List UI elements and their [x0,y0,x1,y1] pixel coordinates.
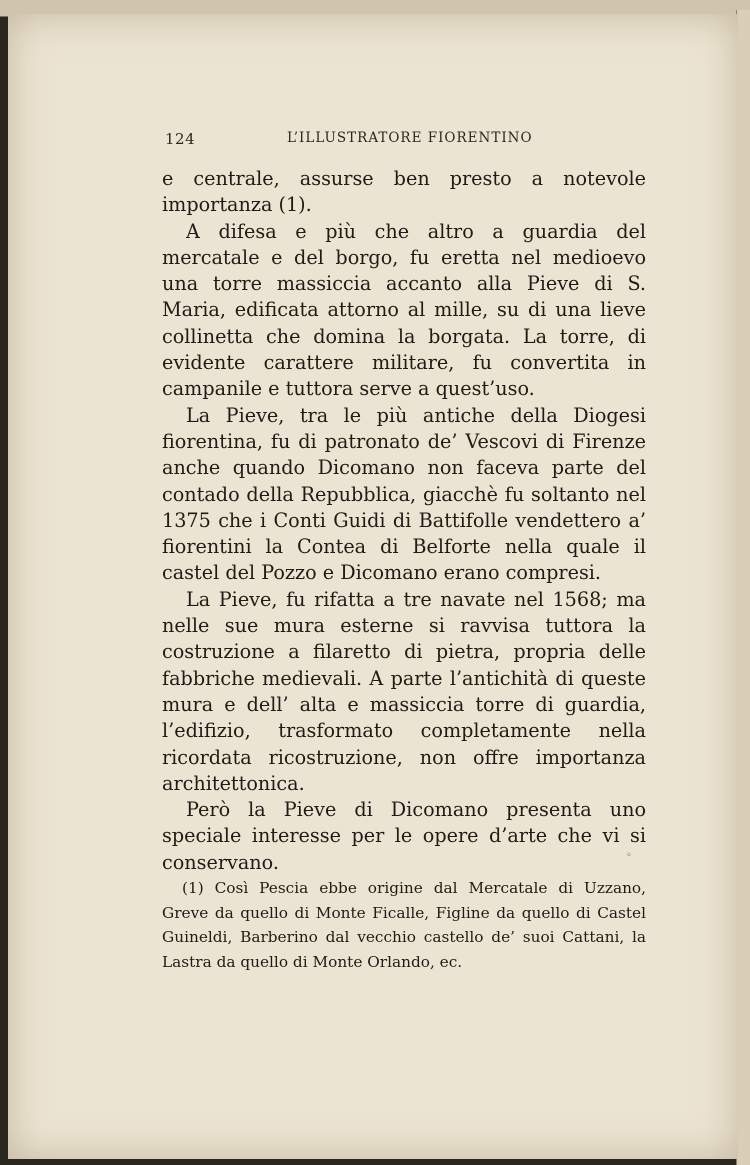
paragraph: La Pieve, tra le più antiche della Diogesi fiorentina, fu di patronato de’ Vescovi di Firenze anche quando Dicomano non faceva parte del contado della Repubblica, giacchè fu soltanto nel 1375 che i Conti Guidi di Battifolle vendettero a’ fiorentini la Contea di Belforte nella quale il castel del Pozzo e Dicomano erano compresi. [162,403,646,585]
page-number: 124 [165,130,196,148]
page-right-edge [736,10,750,1165]
paragraph: Però la Pieve di Dicomano presenta uno speciale interesse per le opere d’arte che vi si conservano. [162,798,646,874]
paragraph: La Pieve, fu rifatta a tre navate nel 1568; ma nelle sue mura esterne si ravvisa tuttora la costruzione a filaretto di pietra, propria delle fabbriche medievali. A parte l’antichità di queste mura e dell’ alta e massiccia torre di guardia, l’edifizio, trasformato completamente nella ricordata ricostruzione, non offre importanza architettonica. [162,587,646,795]
body-text [162,166,646,876]
paragraph: e centrale, assurse ben presto a notevole importanza (1). [162,167,646,217]
footnote: (1) Così Pescia ebbe origine dal Mercatale di Uzzano, Greve da quello di Monte Ficalle, Figline da quello di Castel Guineldi, Barberino dal vecchio castello de’ suoi Cattani, la Lastra da quello di Monte Orlando, ec. [162,879,646,971]
paragraph: A difesa e più che altro a guardia del mercatale e del borgo, fu eretta nel medioevo una torre massiccia accanto alla Pieve di S. Maria, edificata attorno al mille, su di una lieve collinetta che domina la borgata. La torre, di evidente carattere militare, fu convertita in campanile e tuttora serve a quest’uso. [162,219,646,401]
running-head [165,130,645,154]
header-title: L’ILLUSTRATORE FIORENTINO [287,130,533,146]
ink-mark: ◦ [626,850,632,861]
